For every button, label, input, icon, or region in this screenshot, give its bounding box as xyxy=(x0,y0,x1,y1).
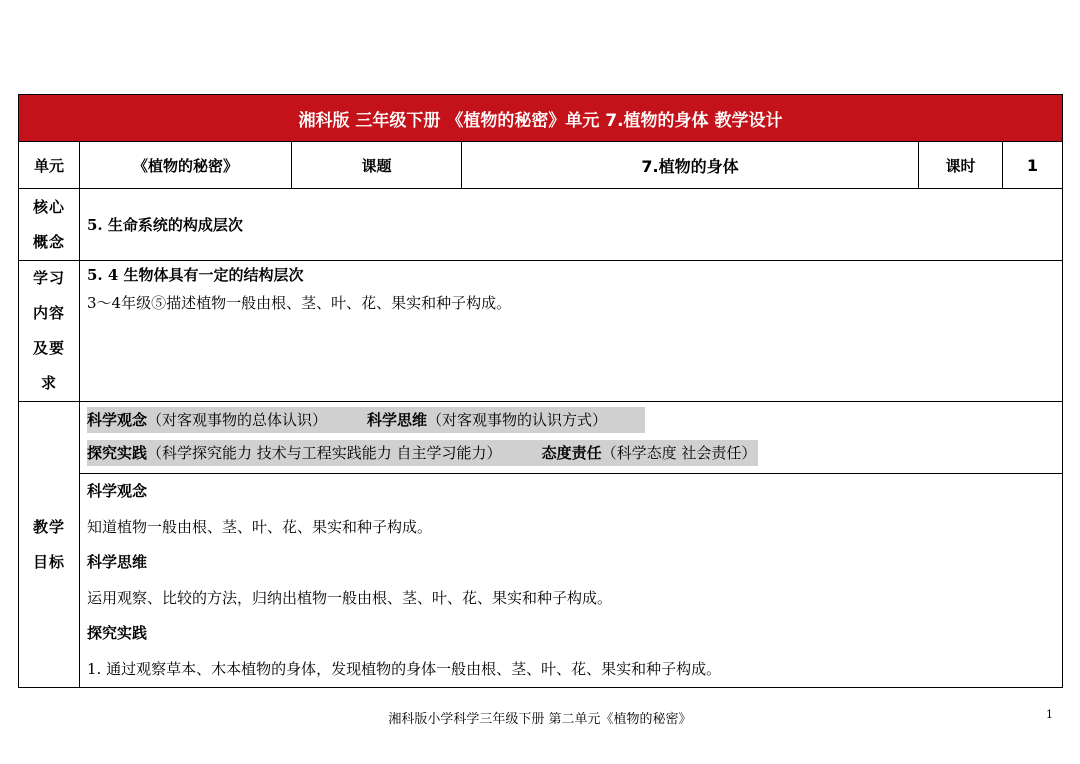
requirement-text: 3～4年级⑤描述植物一般由根、茎、叶、花、果实和种子构成。 xyxy=(87,294,512,312)
thinking-text: 运用观察、比较的方法，归纳出植物一般由根、茎、叶、花、果实和种子构成。 xyxy=(87,588,613,607)
label-line: 教学 xyxy=(32,517,65,536)
core-concept-text: 5. 生命系统的构成层次 xyxy=(87,215,243,234)
band-label: 科学思维 xyxy=(367,411,428,429)
objectives-detail-row xyxy=(19,474,1063,688)
core-concept-row xyxy=(19,189,1063,261)
objectives-detail xyxy=(80,474,1063,688)
page-footer: 湘科版小学科学三年级下册 第二单元《植物的秘密》 xyxy=(388,712,692,727)
core-concept-label xyxy=(19,189,80,261)
literacy-bands xyxy=(80,402,1063,474)
objectives-label xyxy=(19,402,80,688)
page-number: 1 xyxy=(1046,708,1053,721)
band-desc: （科学态度 社会责任） xyxy=(601,444,757,462)
period-label: 课时 xyxy=(919,142,1003,189)
topic-label: 课题 xyxy=(292,142,462,189)
label-line: 概念 xyxy=(32,232,65,251)
band-label: 探究实践 xyxy=(87,444,148,462)
core-concept-content xyxy=(80,189,1063,261)
concept-heading: 科学观念 xyxy=(87,482,148,500)
topic-value: 7.植物的身体 xyxy=(462,142,919,189)
content-requirements-content xyxy=(80,261,1063,402)
band-desc: （科学探究能力 技术与工程实践能力 自主学习能力） xyxy=(147,444,502,462)
label-line: 核心 xyxy=(32,197,65,216)
practice-heading: 探究实践 xyxy=(87,624,148,642)
label-line: 求 xyxy=(40,374,57,392)
lesson-plan-table xyxy=(18,94,1063,688)
band-desc: （对客观事物的总体认识） xyxy=(147,411,328,429)
period-value: 1 xyxy=(1003,142,1063,189)
band-label: 科学观念 xyxy=(87,411,148,429)
label-line: 及要 xyxy=(32,339,65,357)
title-row xyxy=(19,95,1063,142)
unit-value: 《植物的秘密》 xyxy=(80,142,292,189)
label-line: 内容 xyxy=(32,304,65,322)
content-requirements-row xyxy=(19,261,1063,402)
label-line: 学习 xyxy=(32,269,65,287)
info-row xyxy=(19,142,1063,189)
content-requirements-label xyxy=(19,261,80,402)
literacy-band-2 xyxy=(87,440,758,466)
unit-label: 单元 xyxy=(19,142,80,189)
objectives-bands-row xyxy=(19,402,1063,474)
document-title: 湘科版 三年级下册 《植物的秘密》单元 7.植物的身体 教学设计 xyxy=(19,95,1063,142)
concept-text: 知道植物一般由根、茎、叶、花、果实和种子构成。 xyxy=(87,517,433,536)
label-line: 目标 xyxy=(32,552,65,571)
band-desc: （对客观事物的认识方式） xyxy=(427,411,608,429)
thinking-heading: 科学思维 xyxy=(87,553,148,571)
band-label: 态度责任 xyxy=(541,444,602,462)
practice-text: 1. 通过观察草本、木本植物的身体，发现植物的身体一般由根、茎、叶、花、果实和种子构成。 xyxy=(87,659,722,678)
literacy-band-1 xyxy=(87,407,645,433)
requirement-heading: 5. 4 生物体具有一定的结构层次 xyxy=(87,266,304,284)
